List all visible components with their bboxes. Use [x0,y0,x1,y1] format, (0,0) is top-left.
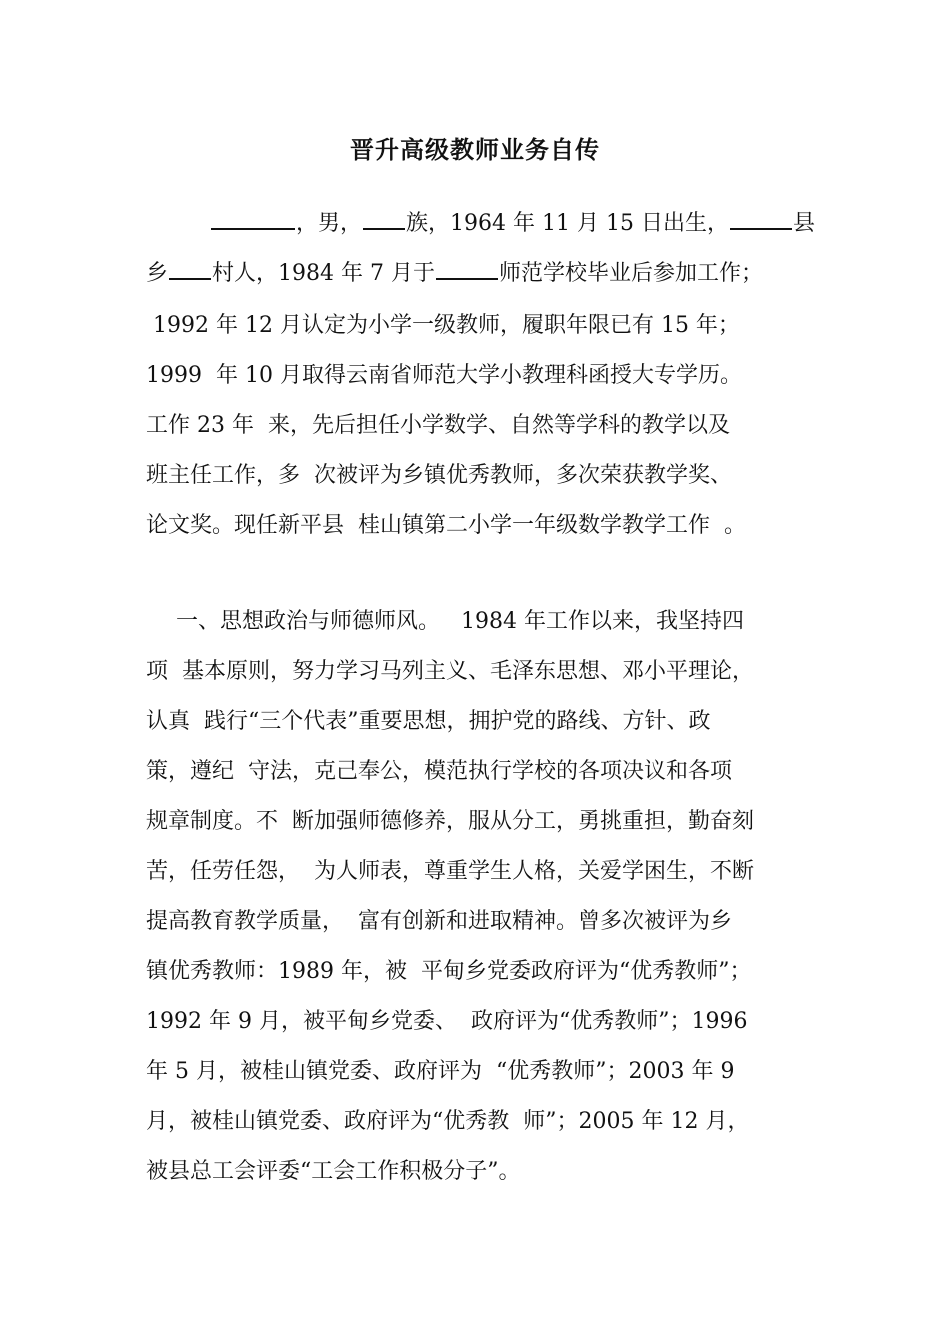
document-title: 晋升高级教师业务自传 [350,136,600,164]
section1-line-9: 1992 年 9 月，被平甸乡党委、 政府评为“优秀教师”；1996 [146,1009,748,1034]
section1-line-1: 一、思想政治与师德师风。 1984 年工作以来，我坚持四 [176,609,744,634]
intro-line-6: 班主任工作，多 次被评为乡镇优秀教师，多次荣获教学奖、 [146,463,732,488]
section1-line-8: 镇优秀教师：1989 年，被 平甸乡党委政府评为“优秀教师”； [146,959,752,984]
intro-line-2: 乡 村人，1984 年 7 月于 师范学校毕业后参加工作； [146,257,763,291]
county-blank [730,208,792,230]
section1-line-3: 认真 践行“三个代表”重要思想，拥护党的路线、方针、政 [146,709,711,734]
section1-line-6: 苦，任劳任怨， 为人师表，尊重学生人格，关爱学困生，不断 [146,859,754,884]
intro-line-4: 1999 年 10 月取得云南省师范大学小教理科函授大专学历。 [146,363,742,388]
ethnicity-blank [363,208,405,230]
section1-line-5: 规章制度。不 断加强师德修养，服从分工，勇挑重担，勤奋刻 [146,809,754,834]
name-blank [211,208,295,230]
section1-line-12: 被县总工会评委“工会工作积极分子”。 [146,1159,521,1184]
section1-line-2: 项 基本原则，努力学习马列主义、毛泽东思想、邓小平理论， [146,659,754,684]
section1-line-10: 年 5 月，被桂山镇党委、政府评为 “优秀教师”；2003 年 9 [146,1059,735,1084]
school-blank [436,258,498,280]
intro-line-3: 1992 年 12 月认定为小学一级教师，履职年限已有 15 年； [146,313,740,338]
section1-line-7: 提高教育教学质量， 富有创新和进取精神。曾多次被评为乡 [146,909,732,934]
section1-line-4: 策，遵纪 守法，克己奉公，模范执行学校的各项决议和各项 [146,759,732,784]
intro-line-7: 论文奖。现任新平县 桂山镇第二小学一年级数学教学工作 。 [146,513,746,538]
village-blank [169,258,211,280]
intro-line-5: 工作 23 年 来，先后担任小学数学、自然等学科的教学以及 [146,413,730,438]
section1-line-11: 月，被桂山镇党委、政府评为“优秀教 师”；2005 年 12 月， [146,1109,750,1134]
intro-line-1: ，男， 族，1964 年 11 月 15 日出生， 县 [146,207,815,241]
